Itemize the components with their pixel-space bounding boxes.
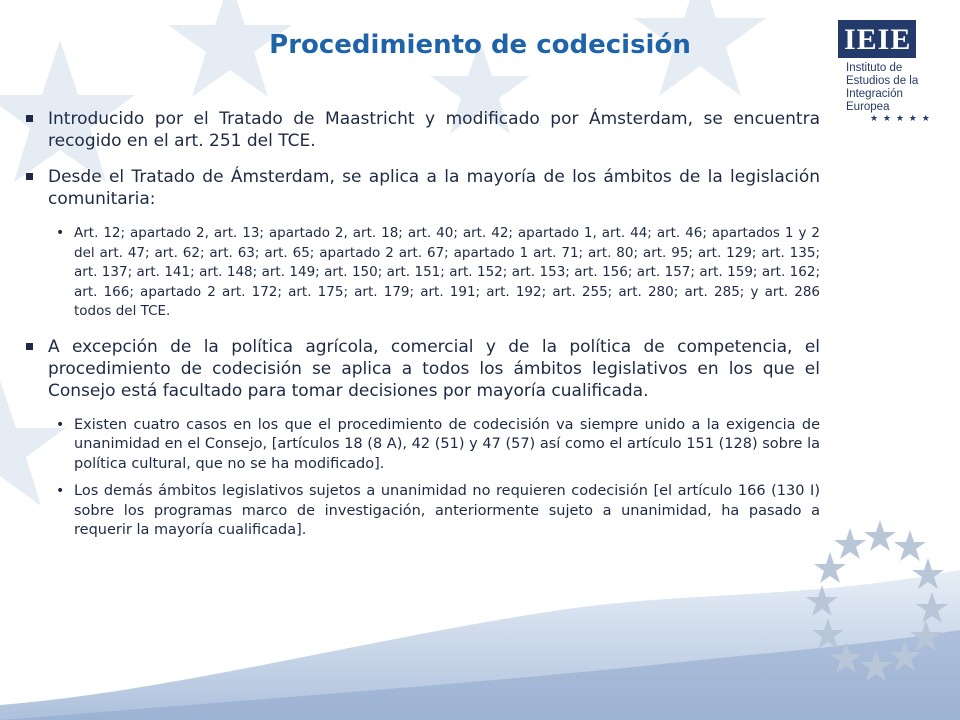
bullet-2	[26, 166, 820, 210]
bullet-1	[26, 108, 820, 152]
sub-bullet-text: Los demás ámbitos legislativos sujetos a unanimidad no requieren codecisión [el artículo 166 (130 I) sobre los programas marco de investigación, anteriormente sujeto a unanimidad, ha pasado a requerir la mayoría cualificada].	[74, 483, 820, 538]
sub-bullet-text: Existen cuatro casos en los que el procedimiento de codecisión va siempre unido a la exigencia de unanimidad en el Consejo, [artículos 18 (8 A), 42 (51) y 47 (57) así como el artículo 151 (128) sobre la política cultural, que no se ha modificado].	[74, 416, 820, 472]
square-bullet-icon	[26, 343, 33, 350]
logo-mark: IEIE	[838, 20, 916, 58]
dot-bullet-icon: •	[56, 416, 65, 433]
bullet-text: Desde el Tratado de Ámsterdam, se aplica a la mayoría de los ámbitos de la legislación comunitaria:	[48, 167, 820, 209]
sub-bullet-2-1	[26, 224, 820, 322]
dot-bullet-icon: •	[56, 225, 65, 241]
square-bullet-icon	[26, 173, 33, 180]
ieie-logo	[838, 20, 950, 130]
logo-stars-icon: ★ ★ ★ ★ ★	[870, 114, 931, 124]
dot-bullet-icon: •	[56, 483, 65, 499]
slide-title: Procedimiento de codecisión	[269, 30, 691, 60]
logo-line: Europea	[846, 101, 890, 113]
square-bullet-icon	[26, 115, 33, 122]
logo-line: Integración	[846, 88, 903, 100]
logo-line: Instituto de	[846, 62, 903, 74]
sub-bullet-3-1	[26, 416, 820, 475]
sub-bullet-text: Art. 12; apartado 2, art. 13; apartado 2, art. 18; art. 40; art. 42; apartado 1, art. 44; art. 46; apartados 1 y 2 del art. 47; art. 62; art. 63; art. 65; apartado 2 art. 67; apartado 1 art. 71; art. 80; art. 95; art. 129; art. 135; art. 137; art. 141; art. 148; art. 149; art. 150; art. 151; art. 152; art. 153; art. 156; art. 157; art. 159; art. 162; art. 166; apartado 2 art. 172; art. 175; art. 179; art. 191; art. 192; art. 255; art. 280; art. 285; y art. 286 todos del TCE.	[74, 225, 820, 319]
bullet-3	[26, 336, 820, 402]
logo-line: Estudios de la	[846, 75, 919, 87]
sub-bullet-3-2	[26, 482, 820, 541]
logo-text	[846, 62, 950, 114]
bullet-text: Introducido por el Tratado de Maastricht y modificado por Ámsterdam, se encuentra recogido en el art. 251 del TCE.	[48, 109, 820, 151]
bullet-text: A excepción de la política agrícola, comercial y de la política de competencia, el procedimiento de codecisión se aplica a todos los ámbitos legislativos en los que el Consejo está facultado para tomar decisiones por mayoría cualificada.	[48, 336, 820, 401]
slide-body	[26, 108, 820, 549]
